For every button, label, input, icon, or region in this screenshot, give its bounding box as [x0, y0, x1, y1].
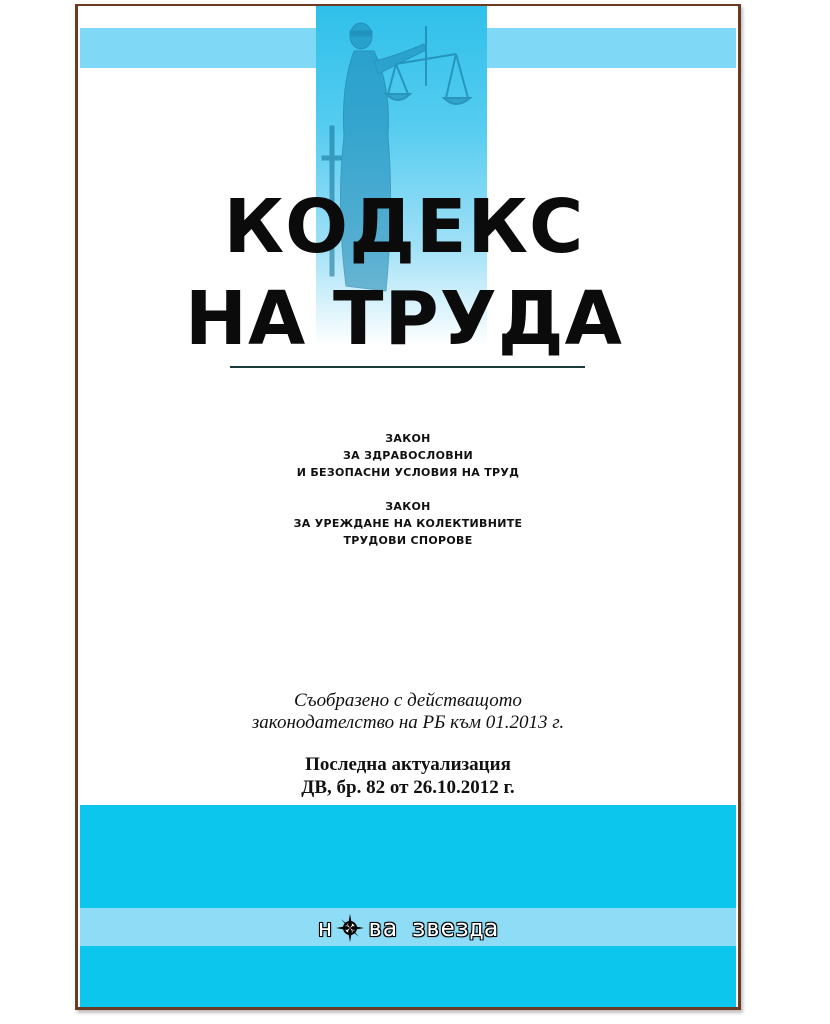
- subtitle-2-line-3: ТРУДОВИ СПОРОВЕ: [343, 534, 473, 547]
- update-line-2: ДВ, бр. 82 от 26.10.2012 г.: [301, 777, 515, 798]
- publisher-logo-part-1: н: [317, 914, 333, 942]
- subtitle-2-line-2: ЗА УРЕЖДАНЕ НА КОЛЕКТИВНИТЕ: [293, 517, 523, 530]
- subtitle-block-2: [78, 498, 738, 549]
- book-cover: [75, 4, 741, 1010]
- subtitle-1-line-3: И БЕЗОПАСНИ УСЛОВИЯ НА ТРУД: [296, 466, 520, 479]
- update-line-1: Последна актуализация: [305, 754, 511, 775]
- subtitle-1-line-2: ЗА ЗДРАВОСЛОВНИ: [343, 449, 473, 462]
- bottom-color-band: [80, 805, 736, 1008]
- subtitle-block-1: [78, 430, 738, 481]
- subtitle-1-line-1: ЗАКОН: [385, 432, 431, 445]
- publisher-logo-part-2: ва звезда: [368, 914, 499, 942]
- subtitle-2-line-1: ЗАКОН: [385, 500, 431, 513]
- title-line-2: НА ТРУДА: [185, 276, 623, 362]
- title-underline: [230, 366, 585, 368]
- star-compass-icon: [335, 913, 365, 943]
- title-line-1: КОДЕКС: [223, 184, 585, 270]
- compliance-line-2: законодателство на РБ към 01.2013 г.: [251, 712, 565, 733]
- compliance-line-1: Съобразено с действащото: [294, 690, 522, 711]
- publisher-logo: [80, 913, 736, 943]
